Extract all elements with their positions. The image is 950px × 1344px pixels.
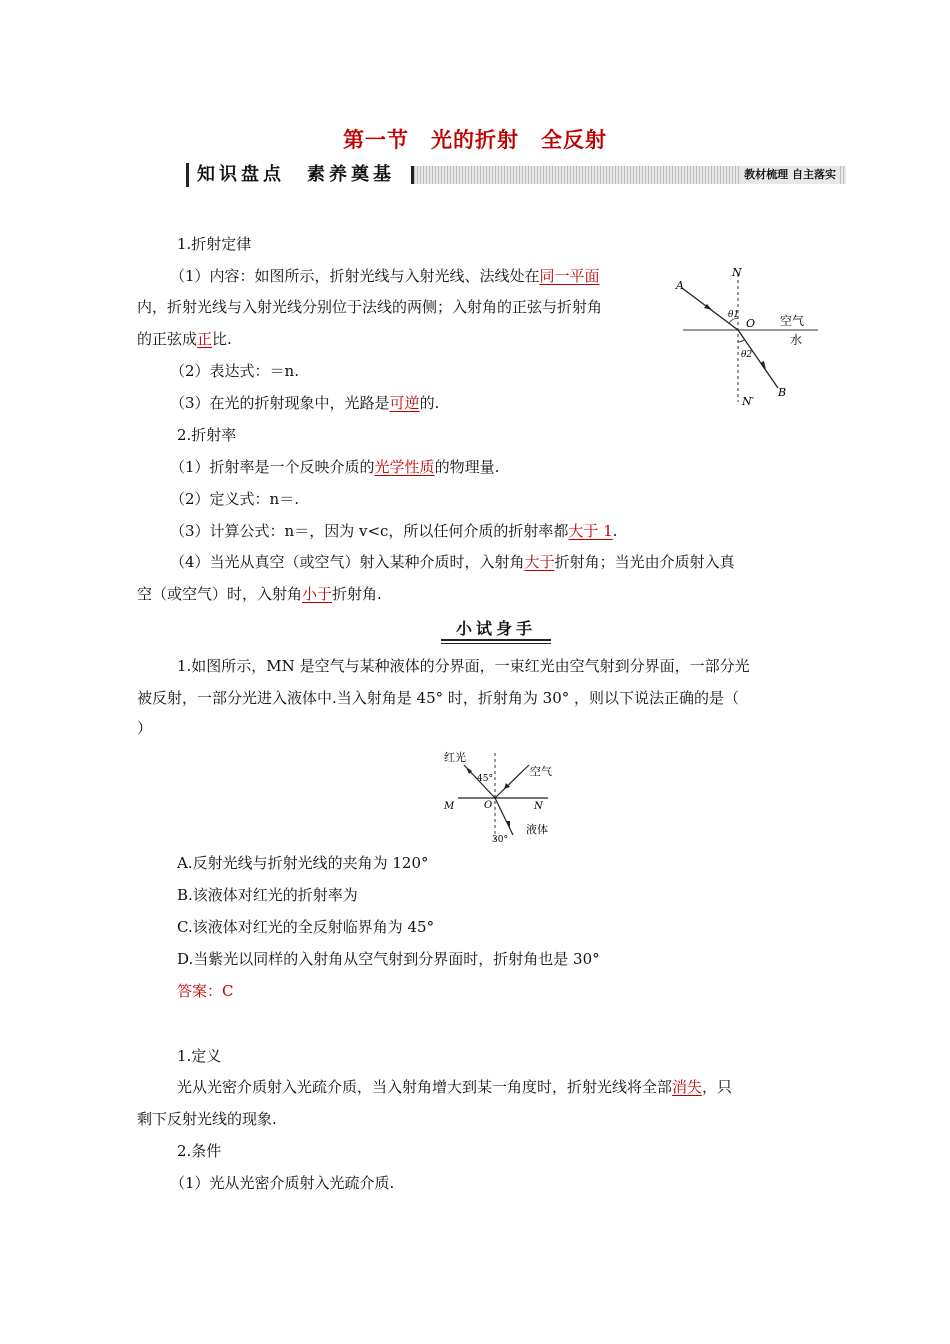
answer-blank: 光学性质 <box>374 458 435 476</box>
answer-blank: 消失 <box>672 1078 703 1096</box>
text: 空（或空气）时，入射角 <box>137 585 303 603</box>
page-title: 第一节 光的折射 全反射 <box>343 128 607 152</box>
heading-refraction-law: 1.折射定律 <box>177 235 252 253</box>
section-banner <box>186 163 846 187</box>
label-n: N <box>732 266 742 279</box>
banner-heading: 知识盘点 素养奠基 <box>186 163 395 187</box>
answer-blank: 大于 1 <box>568 522 613 540</box>
paragraph-index-4 <box>170 552 735 572</box>
practice-heading <box>441 614 551 644</box>
label-theta1: θ1 <box>728 310 740 320</box>
text: 折射角；当光由介质射入真 <box>554 553 735 571</box>
label-m: M <box>444 801 455 812</box>
text: 光从光密介质射入光疏介质，当入射角增大到某一角度时，折射光线将全部 <box>177 1078 673 1096</box>
label-air: 空气 <box>780 314 805 328</box>
heading-conditions: 2.条件 <box>177 1142 222 1160</box>
answer-line: 答案：C <box>177 982 234 1000</box>
text: . <box>612 522 618 540</box>
answer-blank: 正 <box>197 330 213 348</box>
question-line-2: 被反射，一部分光进入液体中.当入射角是 45° 时，折射角为 30° ，则以下说法正确的是（ <box>137 689 740 707</box>
paragraph-reversible <box>170 393 439 413</box>
heading-refractive-index: 2.折射率 <box>177 426 237 444</box>
text: （1）折射率是一个反映介质的 <box>170 458 375 476</box>
paragraph-index-2: （2）定义式：n＝. <box>170 490 299 508</box>
definition-line-2: 剩下反射光线的现象. <box>137 1110 277 1128</box>
heading-definition: 1.定义 <box>177 1047 222 1065</box>
label-o: O <box>484 800 493 811</box>
text: 的正弦成 <box>137 330 198 348</box>
text: 折射角. <box>332 585 382 603</box>
question-line-1: 1.如图所示，MN 是空气与某种液体的分界面，一束红光由空气射到分界面，一部分光 <box>177 657 750 675</box>
condition-1: （1）光从光密介质射入光疏介质. <box>170 1174 395 1192</box>
text: （4）当光从真空（或空气）射入某种介质时，入射角 <box>170 553 525 571</box>
refracted-ray <box>495 798 513 835</box>
label-a: A <box>676 279 684 292</box>
banner-tag: 教材梳理 自主落实 <box>740 166 840 184</box>
label-red-light: 红光 <box>444 751 466 764</box>
practice-heading-text: 小试身手 <box>455 619 536 638</box>
label-water: 水 <box>790 333 803 347</box>
paragraph-content-2: 内，折射光线与入射光线分别位于法线的两侧；入射角的正弦与折射角 <box>137 298 603 316</box>
exercise-diagram <box>436 745 566 845</box>
text: 的物理量. <box>434 458 500 476</box>
heading-rule <box>441 639 551 641</box>
paragraph-content-3 <box>137 329 232 349</box>
label-b: B <box>778 386 787 399</box>
paragraph-expression: （2）表达式：＝n. <box>170 362 299 380</box>
text: （3）计算公式：n＝，因为 v<c，所以任何介质的折射率都 <box>170 522 569 540</box>
paragraph-index-1 <box>170 457 499 477</box>
text: 比. <box>212 330 232 348</box>
label-n: N <box>534 801 543 812</box>
label-angle-45: 45° <box>477 774 493 784</box>
heading-rule <box>441 643 551 644</box>
text: 的. <box>419 394 440 412</box>
label-n-prime: N′ <box>742 395 755 408</box>
paragraph-content <box>170 266 600 286</box>
answer-blank: 小于 <box>302 585 333 603</box>
label-theta2: θ2 <box>741 350 753 360</box>
option-b: B.该液体对红光的折射率为 <box>177 886 358 904</box>
paragraph-index-3 <box>170 521 618 541</box>
definition-line-1 <box>177 1077 732 1097</box>
answer-blank: 同一平面 <box>539 267 600 285</box>
answer-blank: 可逆 <box>389 394 420 412</box>
question-line-3: ） <box>137 719 153 737</box>
label-o: O <box>746 317 756 330</box>
label-liquid: 液体 <box>526 823 548 836</box>
angle-arc-2 <box>738 340 744 342</box>
text: （1）内容：如图所示，折射光线与入射光线、法线处在 <box>170 267 540 285</box>
paragraph-index-5 <box>137 584 382 604</box>
answer-blank: 大于 <box>524 553 555 571</box>
label-air: 空气 <box>530 765 552 778</box>
text: ，只 <box>702 1078 733 1096</box>
incident-ray <box>495 765 529 798</box>
option-c: C.该液体对红光的全反射临界角为 45° <box>177 918 435 936</box>
refraction-diagram <box>668 262 828 412</box>
option-d: D.当紫光以同样的入射角从空气射到分界面时，折射角也是 30° <box>177 950 600 968</box>
option-a: A.反射光线与折射光线的夹角为 120° <box>177 854 429 872</box>
text: （3）在光的折射现象中，光路是 <box>170 394 390 412</box>
label-angle-30: 30° <box>492 835 508 845</box>
